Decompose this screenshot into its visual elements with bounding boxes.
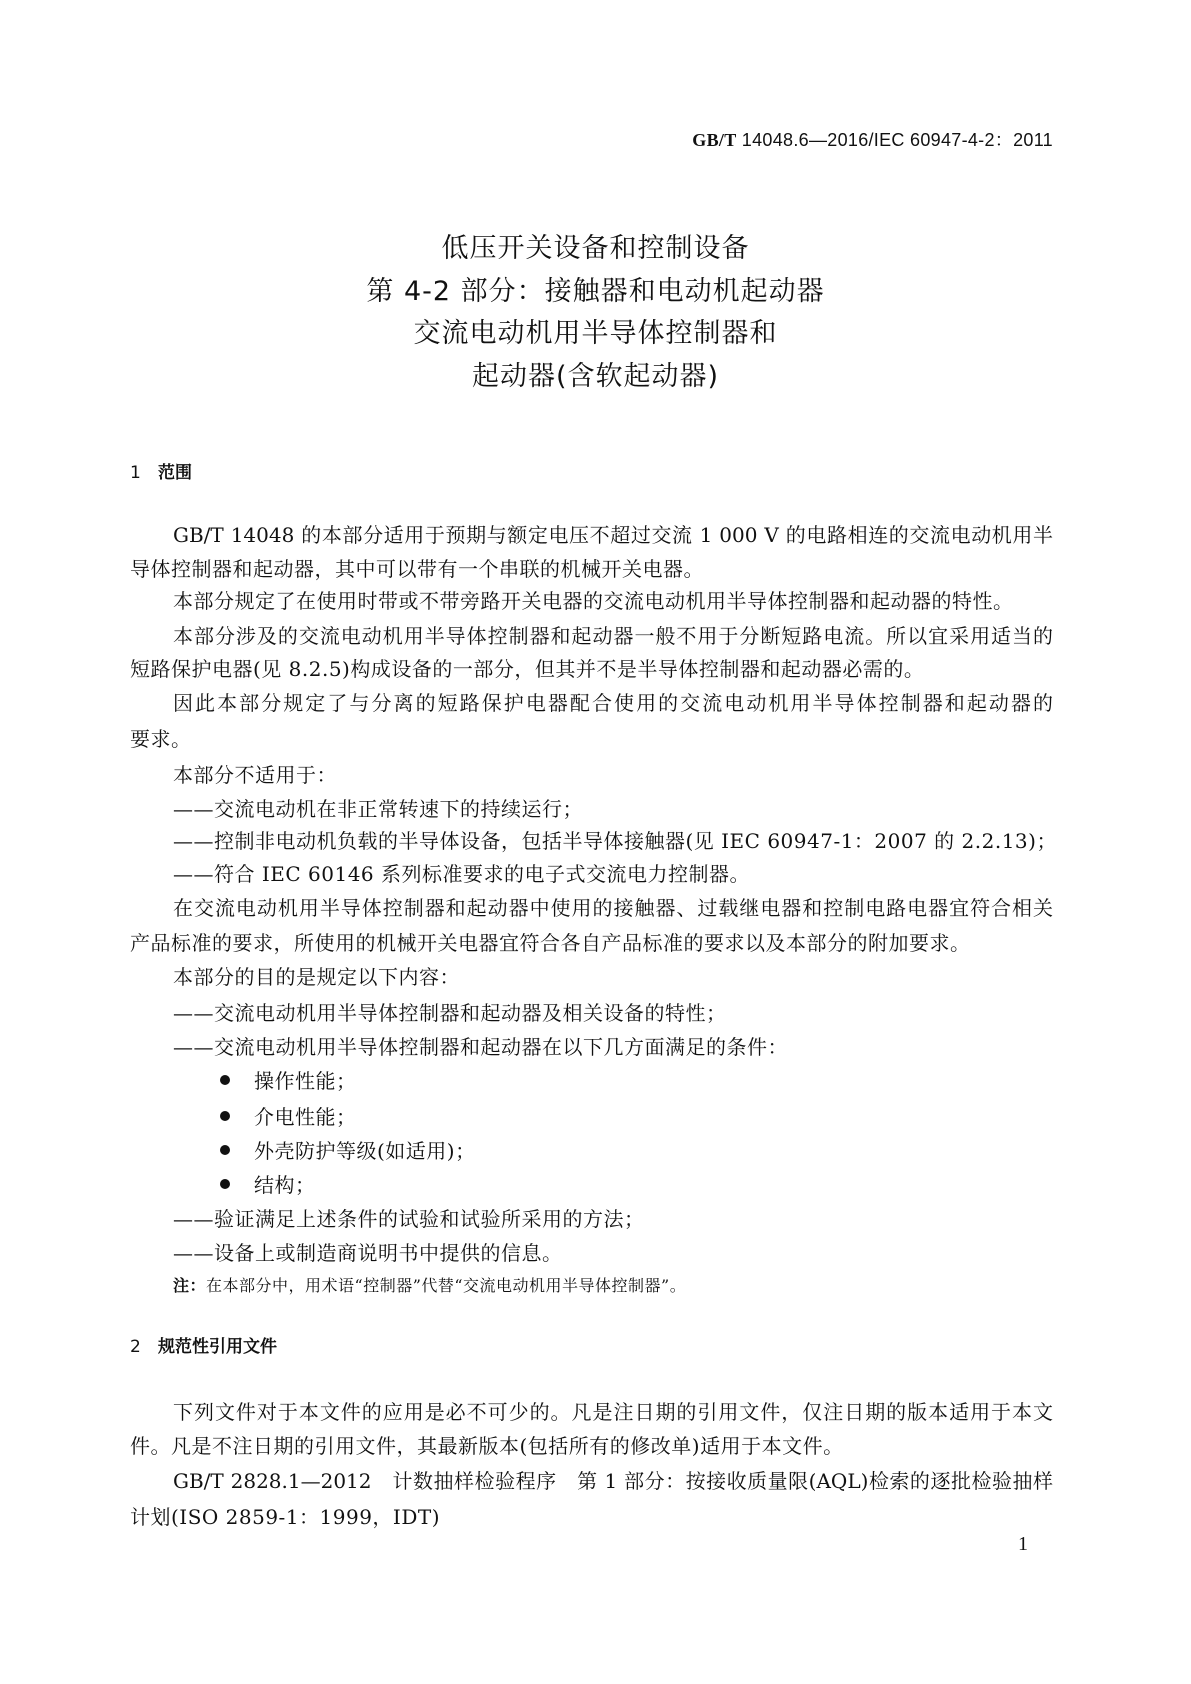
paragraph-line: 件。凡是不注日期的引用文件，其最新版本(包括所有的修改单)适用于本文件。 xyxy=(130,1434,844,1458)
paragraph-line: 本部分的目的是规定以下内容： xyxy=(173,965,460,989)
paragraph-line: 产品标准的要求，所使用的机械开关电器宜符合各自产品标准的要求以及本部分的附加要求。 xyxy=(130,931,971,955)
bullet-item xyxy=(220,1105,1053,1129)
paragraph-line: GB/T 2828.1—2012 计数抽样检验程序 第 1 部分：按接收质量限(AQL)检索的逐批检验抽样 xyxy=(173,1469,1053,1493)
paragraph-line: 本部分规定了在使用时带或不带旁路开关电器的交流电动机用半导体控制器和起动器的特性。 xyxy=(173,589,1014,613)
bullet-text: 外壳防护等级(如适用)； xyxy=(254,1139,476,1163)
dash-list-item: ——符合 IEC 60146 系列标准要求的电子式交流电力控制器。 xyxy=(173,862,750,886)
bullet-item xyxy=(220,1069,1053,1093)
paragraph-line: 本部分不适用于： xyxy=(173,763,337,787)
paragraph-line: 在交流电动机用半导体控制器和起动器中使用的接触器、过载继电器和控制电路电器宜符合相关 xyxy=(173,896,1053,920)
title-line-4: 起动器(含软起动器) xyxy=(471,361,720,392)
section-2-heading xyxy=(130,1336,277,1358)
dash-list-item: ——交流电动机用半导体控制器和起动器在以下几方面满足的条件： xyxy=(173,1035,788,1059)
paragraph-line: 计划(ISO 2859-1：1999，IDT) xyxy=(130,1505,441,1529)
standard-number-header xyxy=(692,126,1053,152)
title-line-1: 低压开关设备和控制设备 xyxy=(441,233,750,264)
bullet-text: 操作性能； xyxy=(254,1069,357,1093)
header-prefix: GB/T xyxy=(692,130,737,150)
dash-list-item: ——交流电动机用半导体控制器和起动器及相关设备的特性； xyxy=(173,1001,727,1025)
section-title: 范围 xyxy=(158,463,192,483)
bullet-item xyxy=(220,1173,1053,1197)
dash-list-item: ——设备上或制造商说明书中提供的信息。 xyxy=(173,1241,563,1265)
section-1-heading xyxy=(130,462,192,484)
paragraph-line: 要求。 xyxy=(130,727,192,751)
bullet-icon xyxy=(220,1111,230,1121)
dash-list-item: ——验证满足上述条件的试验和试验所采用的方法； xyxy=(173,1207,645,1231)
paragraph-line: 短路保护电器(见 8.2.5)构成设备的一部分，但其并不是半导体控制器和起动器必需的。 xyxy=(130,657,925,681)
section-number: 2 xyxy=(130,1337,141,1357)
bullet-icon xyxy=(220,1075,230,1085)
title-line-2: 第 4-2 部分：接触器和电动机起动器 xyxy=(366,276,825,307)
paragraph-line: 本部分涉及的交流电动机用半导体控制器和起动器一般不用于分断短路电流。所以宜采用适当的 xyxy=(173,624,1053,648)
paragraph-line: 因此本部分规定了与分离的短路保护电器配合使用的交流电动机用半导体控制器和起动器的 xyxy=(173,691,1053,715)
paragraph-line: 导体控制器和起动器，其中可以带有一个串联的机械开关电器。 xyxy=(130,557,704,581)
title-line-3: 交流电动机用半导体控制器和 xyxy=(413,318,778,349)
section-number: 1 xyxy=(130,463,141,483)
section-title: 规范性引用文件 xyxy=(158,1337,277,1357)
dash-list-item: ——控制非电动机负载的半导体设备，包括半导体接触器(见 IEC 60947-1：2007 的 2.2.13)； xyxy=(173,829,1057,853)
note-text: 在本部分中，用术语“控制器”代替“交流电动机用半导体控制器”。 xyxy=(206,1276,687,1295)
page-number: 1 xyxy=(1018,1533,1028,1555)
bullet-text: 结构； xyxy=(254,1173,316,1197)
header-code: 14048.6—2016/IEC 60947-4-2：2011 xyxy=(736,130,1053,150)
note-label: 注： xyxy=(173,1276,207,1295)
bullet-icon xyxy=(220,1179,230,1189)
paragraph-line: GB/T 14048 的本部分适用于预期与额定电压不超过交流 1 000 V 的电路相连的交流电动机用半 xyxy=(173,523,1053,547)
bullet-text: 介电性能； xyxy=(254,1105,357,1129)
dash-list-item: ——交流电动机在非正常转速下的持续运行； xyxy=(173,797,583,821)
paragraph-line: 下列文件对于本文件的应用是必不可少的。凡是注日期的引用文件，仅注日期的版本适用于本文 xyxy=(173,1400,1053,1424)
bullet-icon xyxy=(220,1145,230,1155)
note xyxy=(173,1274,1096,1298)
bullet-item xyxy=(220,1139,1053,1163)
